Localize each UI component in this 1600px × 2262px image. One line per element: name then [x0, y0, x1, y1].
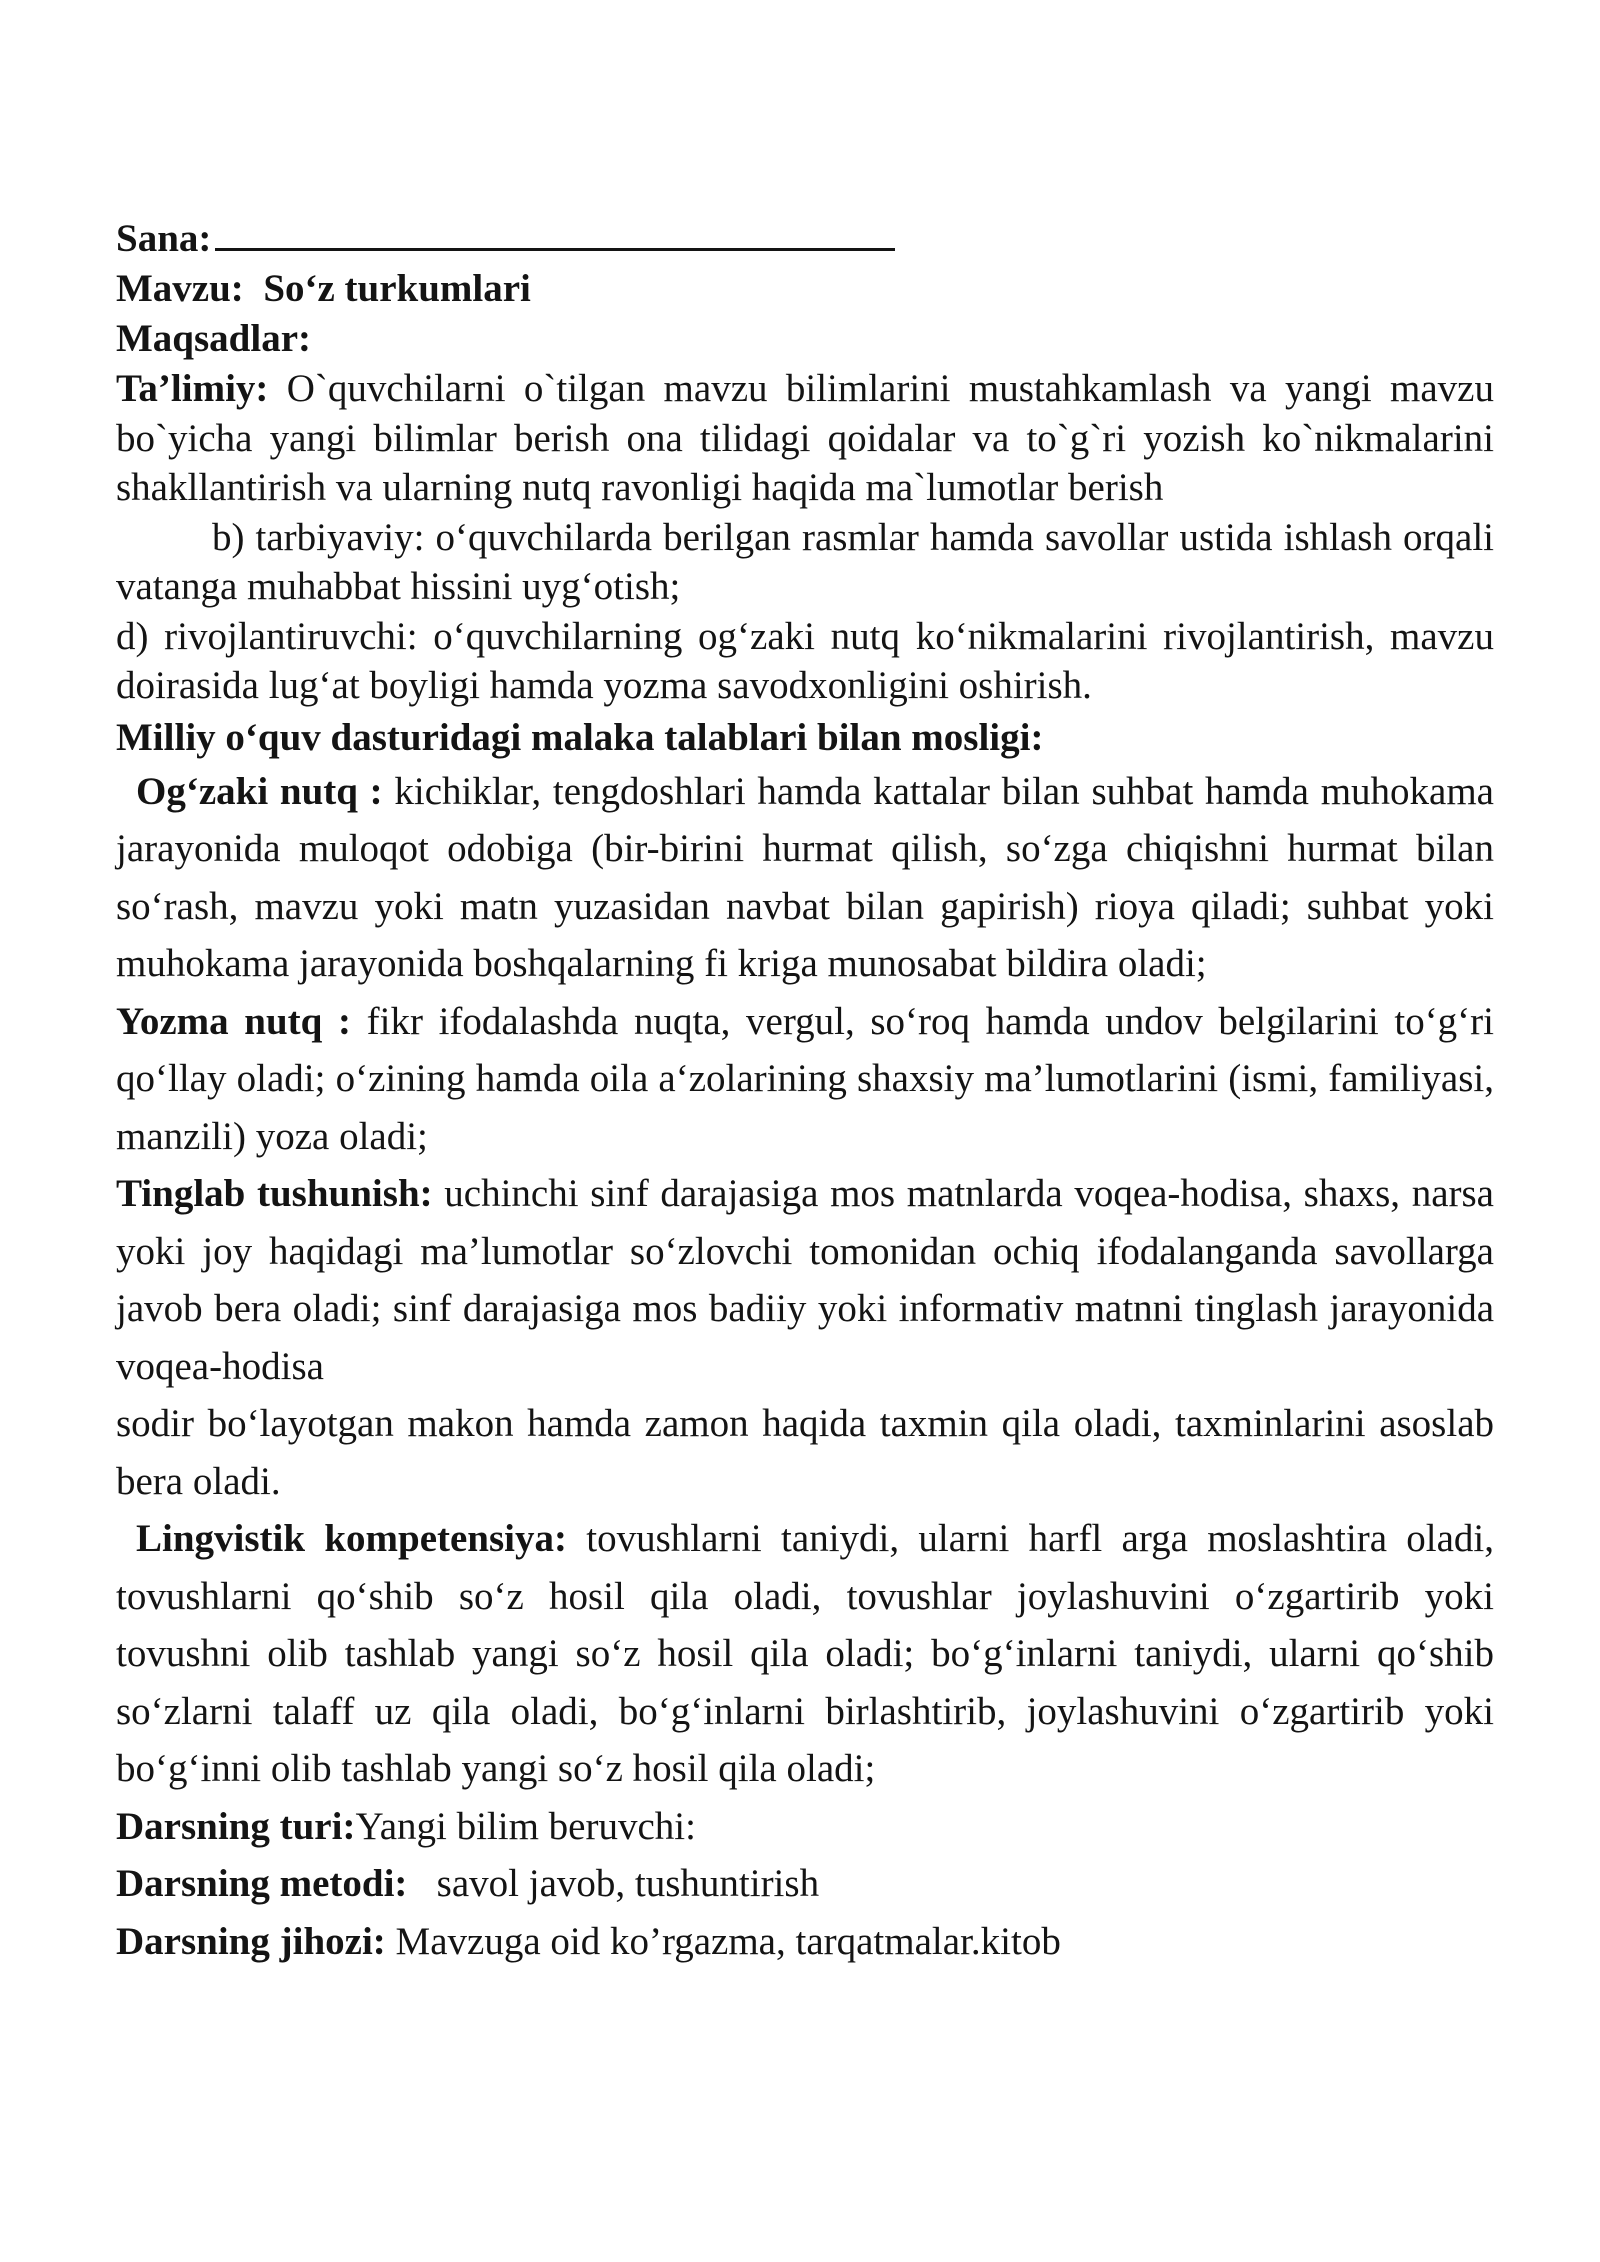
- date-line: [116, 212, 1494, 264]
- listening-text: uchinchi sinf darajasiga mos matnlarda voqea-hodisa, shaxs, narsa yoki joy haqidagi ma’lumotlar so‘zlovchi tomonidan ochiq ifodalanganda savollarga javob bera oladi; sinf darajasiga mos badiiy yoki informativ matnni tinglash jarayonida voqea-hodisa: [116, 1172, 1494, 1388]
- lesson-equipment-line: [116, 1913, 1494, 1971]
- lesson-method-value: savol javob, tushuntirish: [407, 1862, 820, 1905]
- lesson-method-line: [116, 1855, 1494, 1913]
- lesson-method-label: Darsning metodi:: [116, 1862, 408, 1905]
- educational-goal-label: Ta’limiy:: [116, 367, 269, 410]
- listening-label: Tinglab tushunish:: [116, 1172, 433, 1215]
- linguistic-competence-standard: [116, 1510, 1494, 1798]
- written-speech-standard: [116, 993, 1494, 1166]
- lesson-plan-content: [116, 212, 1494, 1970]
- topic-line: [116, 264, 1494, 314]
- written-speech-label: Yozma nutq :: [116, 999, 351, 1043]
- lesson-type-label: Darsning turi:: [116, 1804, 356, 1848]
- listening-standard-continued: sodir bo‘layotgan makon hamda zamon haqida taxmin qila oladi, taxminlarini asoslab bera oladi.: [116, 1402, 1494, 1503]
- goals-heading: Maqsadlar:: [116, 317, 311, 360]
- upbringing-goal: b) tarbiyaviy: o‘quvchilarda berilgan rasmlar hamda savollar ustida ishlash orqali vatanga muhabbat hissini uyg‘otish;: [116, 515, 1494, 608]
- oral-speech-standard: [116, 763, 1494, 993]
- topic-value: So‘z turkumlari: [263, 267, 531, 310]
- listening-standard: [116, 1165, 1494, 1395]
- written-speech-text: fikr ifodalashda nuqta, vergul, so‘roq hamda undov belgilarini to‘g‘ri qo‘llay oladi; o‘zining hamda oila a‘zolarining shaxsiy ma’lumotlarini (ismi, familiyasi, manzili) yoza oladi;: [116, 999, 1494, 1158]
- standards-heading: Milliy o‘quv dasturidagi malaka talablari bilan mosligi:: [116, 715, 1044, 759]
- lesson-type-value: Yangi bilim beruvchi:: [355, 1804, 696, 1848]
- lesson-type-line: [116, 1798, 1494, 1856]
- topic-label: Mavzu:: [116, 267, 244, 310]
- date-blank: [215, 212, 895, 251]
- oral-speech-text: kichiklar, tengdoshlari hamda kattalar bilan suhbat hamda muhokama jarayonida muloqot odobiga (bir-birini hurmat qilish, so‘zga chiqishni hurmat bilan so‘rash, mavzu yoki matn yuzasidan navbat bilan gapirish) rioya qiladi; suhbat yoki muhokama jarayonida boshqalarning fi kriga munosabat bildira oladi;: [116, 769, 1494, 985]
- linguistic-competence-label: Lingvistik kompetensiya:: [136, 1517, 568, 1560]
- linguistic-competence-text: tovushlarni taniydi, ularni harfl arga moslashtira oladi, tovushlarni qo‘shib so‘z hosil qila oladi, tovushlar joylashuvini o‘zgartirib yoki tovushni olib tashlab yangi so‘z hosil qila oladi; bo‘g‘inlarni taniydi, ularni qo‘shib so‘zlarni talaff uz qila oladi, bo‘g‘inlarni birlashtirib, joylashuvini o‘zgartirib yoki bo‘g‘inni olib tashlab yangi so‘z hosil qila oladi;: [116, 1517, 1495, 1790]
- lesson-equipment-value: Mavzuga oid ko’rgazma, tarqatmalar.kitob: [385, 1919, 1061, 1963]
- lesson-equipment-label: Darsning jihozi:: [116, 1919, 386, 1963]
- developmental-goal: d) rivojlantiruvchi: o‘quvchilarning og‘zaki nutq ko‘nikmalarini rivojlantirish, mavzu doirasida lug‘at boyligi hamda yozma savodxonligini oshirish.: [116, 614, 1494, 707]
- date-label: Sana:: [116, 217, 212, 260]
- oral-speech-label: Og‘zaki nutq :: [136, 769, 383, 813]
- educational-goal: [116, 364, 1494, 513]
- educational-goal-text: O`quvchilarni o`tilgan mavzu bilimlarini mustahkamlash va yangi mavzu bo`yicha yangi bilimlar berish ona tilidagi qoidalar va to`g`ri yozish ko`nikmalarini shakllantirish va ularning nutq ravonligi haqida ma`lumotlar berish: [116, 367, 1494, 509]
